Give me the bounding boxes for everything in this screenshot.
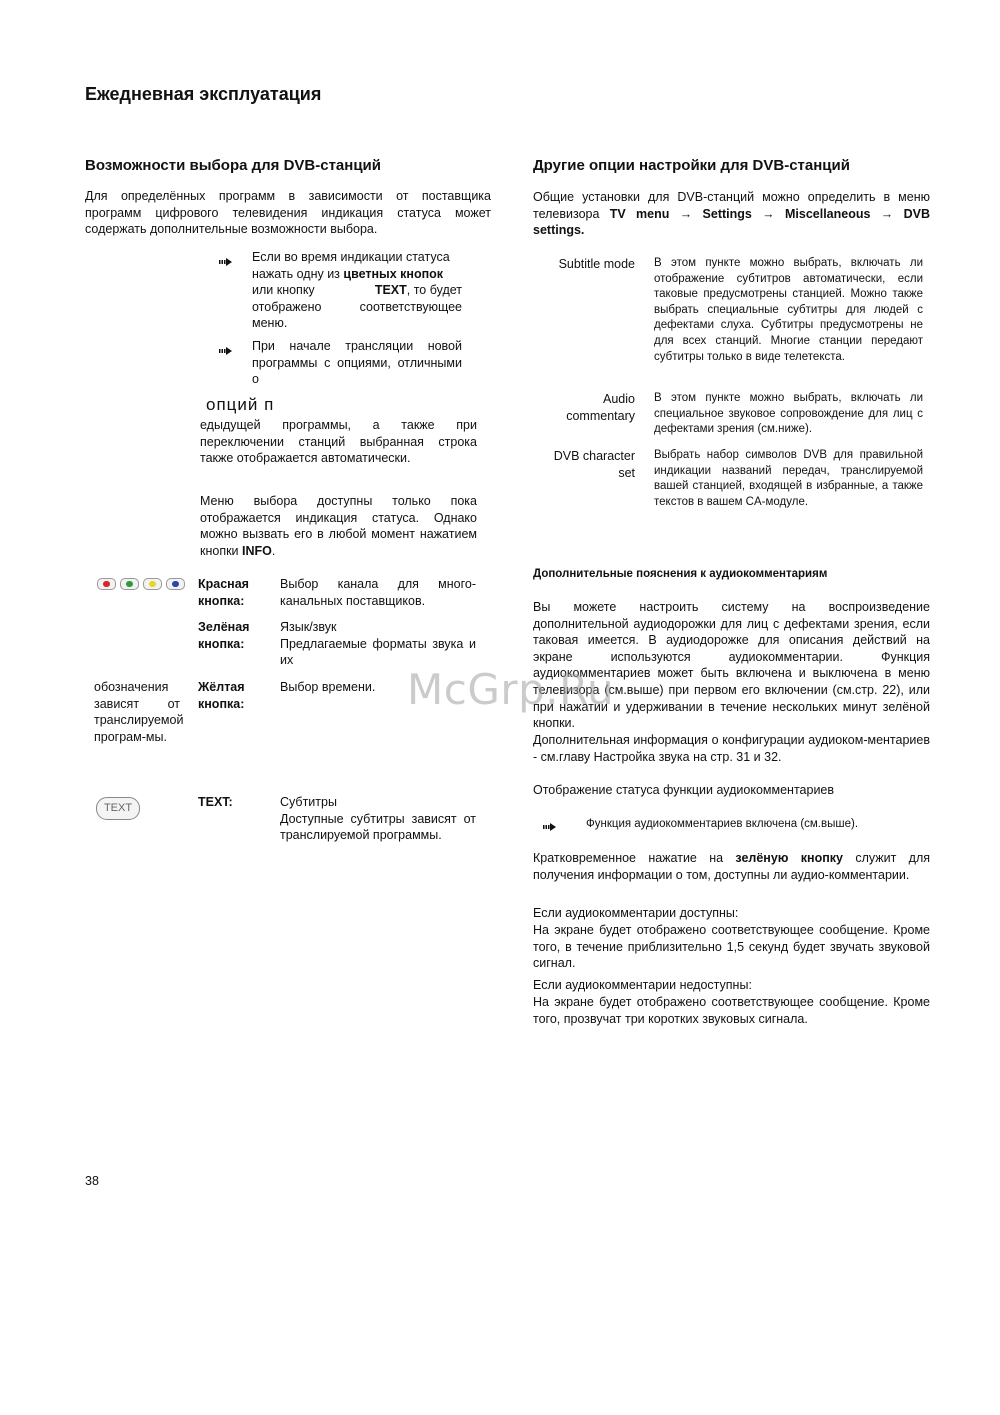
audio-config-paragraph: Дополнительная информация о конфигурации аудиоком-ментариев - см.главу Настройка звука на стр. 31 и 32. (533, 733, 930, 764)
subtitle-mode-label: Subtitle mode (558, 257, 635, 271)
subtitle-mode-description: В этом пункте можно выбрать, включать ли отображение субтитров автоматически, если таковые предусмотрены станцией. Можно также выбрать специальные субтитры для людей с дефектами слуха. Субтитры предусмотрены не для всех станций. Многие станции передают субтитры только в виде телетекста. (654, 257, 923, 363)
audio-commentary-subheading: Дополнительные пояснения к аудиокомментариям (533, 568, 828, 580)
page-title: Ежедневная эксплуатация (85, 84, 322, 104)
green-button-icon (120, 578, 139, 590)
left-intro-paragraph: Для определённых программ в зависимости от поставщика программ цифрового телевидения индикация статуса может содержать дополнительные возможности выбора. (85, 189, 491, 237)
available-title: Если аудиокомментарии доступны: (533, 906, 739, 920)
watermark-logo: McGrp.Ru (407, 665, 615, 714)
green-key-description: Язык/звук Предлагаемые форматы звука и их (280, 620, 476, 668)
yellow-button-icon (143, 578, 162, 590)
fragment-large-text: опций п (206, 395, 275, 414)
arrow-bullet-icon (543, 823, 557, 831)
audio-commentary-paragraph: Вы можете настроить систему на воспроизведение дополнительной аудиодорожки для лиц с дефектами зрения, если таковая имеется. В аудиодорожке для описания действий на экране используются аудиокомментарии. Функция аудиокомментариев может быть включена и выключена в меню телевизора (см.выше) при первом его включении (см.стр. 22), или при нажатии и удерживании в течение нескольких минут зелёной кнопки. (533, 600, 930, 731)
note-colour-buttons: Если во время индикации статуса нажать одну из цветных кнопок или кнопку TEXT, то будет отображено соответствующее меню. (252, 250, 462, 331)
dvb-character-set-label: DVB character set (553, 449, 635, 480)
green-button-info-paragraph: Кратковременное нажатие на зелёную кнопку служит для получения информации о том, доступны ли аудио-комментарии. (533, 851, 931, 882)
arrow-bullet-icon (219, 347, 233, 355)
side-fragment-text: обозначения зависят от транслируемой програм-мы. (94, 680, 184, 744)
available-text: На экране будет отображено соответствующее сообщение. Кроме того, в течение приблизительно 1,5 секунд будет звучать звуковой сигнал. (533, 923, 930, 971)
fragment-paragraph: едыдущей программы, а также при переключении станций выбранная строка также отображается автоматически. (200, 418, 477, 466)
audio-commentary-label: Audio commentary (566, 392, 635, 423)
right-section-heading: Другие опции настройки для DVB-станций (533, 157, 850, 174)
note-new-programme: При начале трансляции новой программы с опциями, отличными о (252, 339, 462, 387)
status-note: Функция аудиокомментариев включена (см.выше). (586, 818, 859, 830)
status-display-line: Отображение статуса функции аудиокомментариев (533, 783, 835, 797)
text-button-icon: TEXT (96, 797, 140, 820)
yellow-key-label: Жёлтая кнопка: (198, 680, 245, 711)
text-key-description: Субтитры Доступные субтитры зависят от транслируемой программы. (280, 795, 476, 843)
unavailable-title: Если аудиокомментарии недоступны: (533, 978, 752, 992)
arrow-bullet-icon (219, 258, 233, 266)
unavailable-text: На экране будет отображено соответствующее сообщение. Кроме того, прозвучат три коротких звуковых сигнала. (533, 995, 930, 1026)
text-key-label: TEXT: (198, 795, 233, 809)
dvb-character-set-description: Выбрать набор символов DVB для правильной индикации названий передач, транслируемой вашей станцией, входящей в избранные, а также текстов в вашем CA-модуле. (654, 449, 923, 508)
blue-button-icon (166, 578, 185, 590)
red-button-icon (97, 578, 116, 590)
green-key-label: Зелёная кнопка: (198, 620, 250, 651)
yellow-key-description: Выбор времени. (280, 680, 376, 694)
red-key-description: Выбор канала для много-канальных поставщиков. (280, 577, 476, 608)
audio-commentary-description: В этом пункте можно выбрать, включать ли специальное звуковое сопровождение для лиц с дефектами зрения (см.ниже). (654, 392, 923, 436)
red-key-label: Красная кнопка: (198, 577, 249, 608)
page-number: 38 (85, 1174, 99, 1188)
left-section-heading: Возможности выбора для DVB-станций (85, 157, 382, 174)
menu-info-paragraph: Меню выбора доступны только пока отображается индикация статуса. Однако можно вызвать его в любой момент нажатием кнопки INFO. (200, 494, 477, 558)
right-intro-paragraph: Общие установки для DVB-станций можно определить в меню телевизора TV menu → Settings → Miscellaneous → DVB settings. (533, 190, 930, 238)
